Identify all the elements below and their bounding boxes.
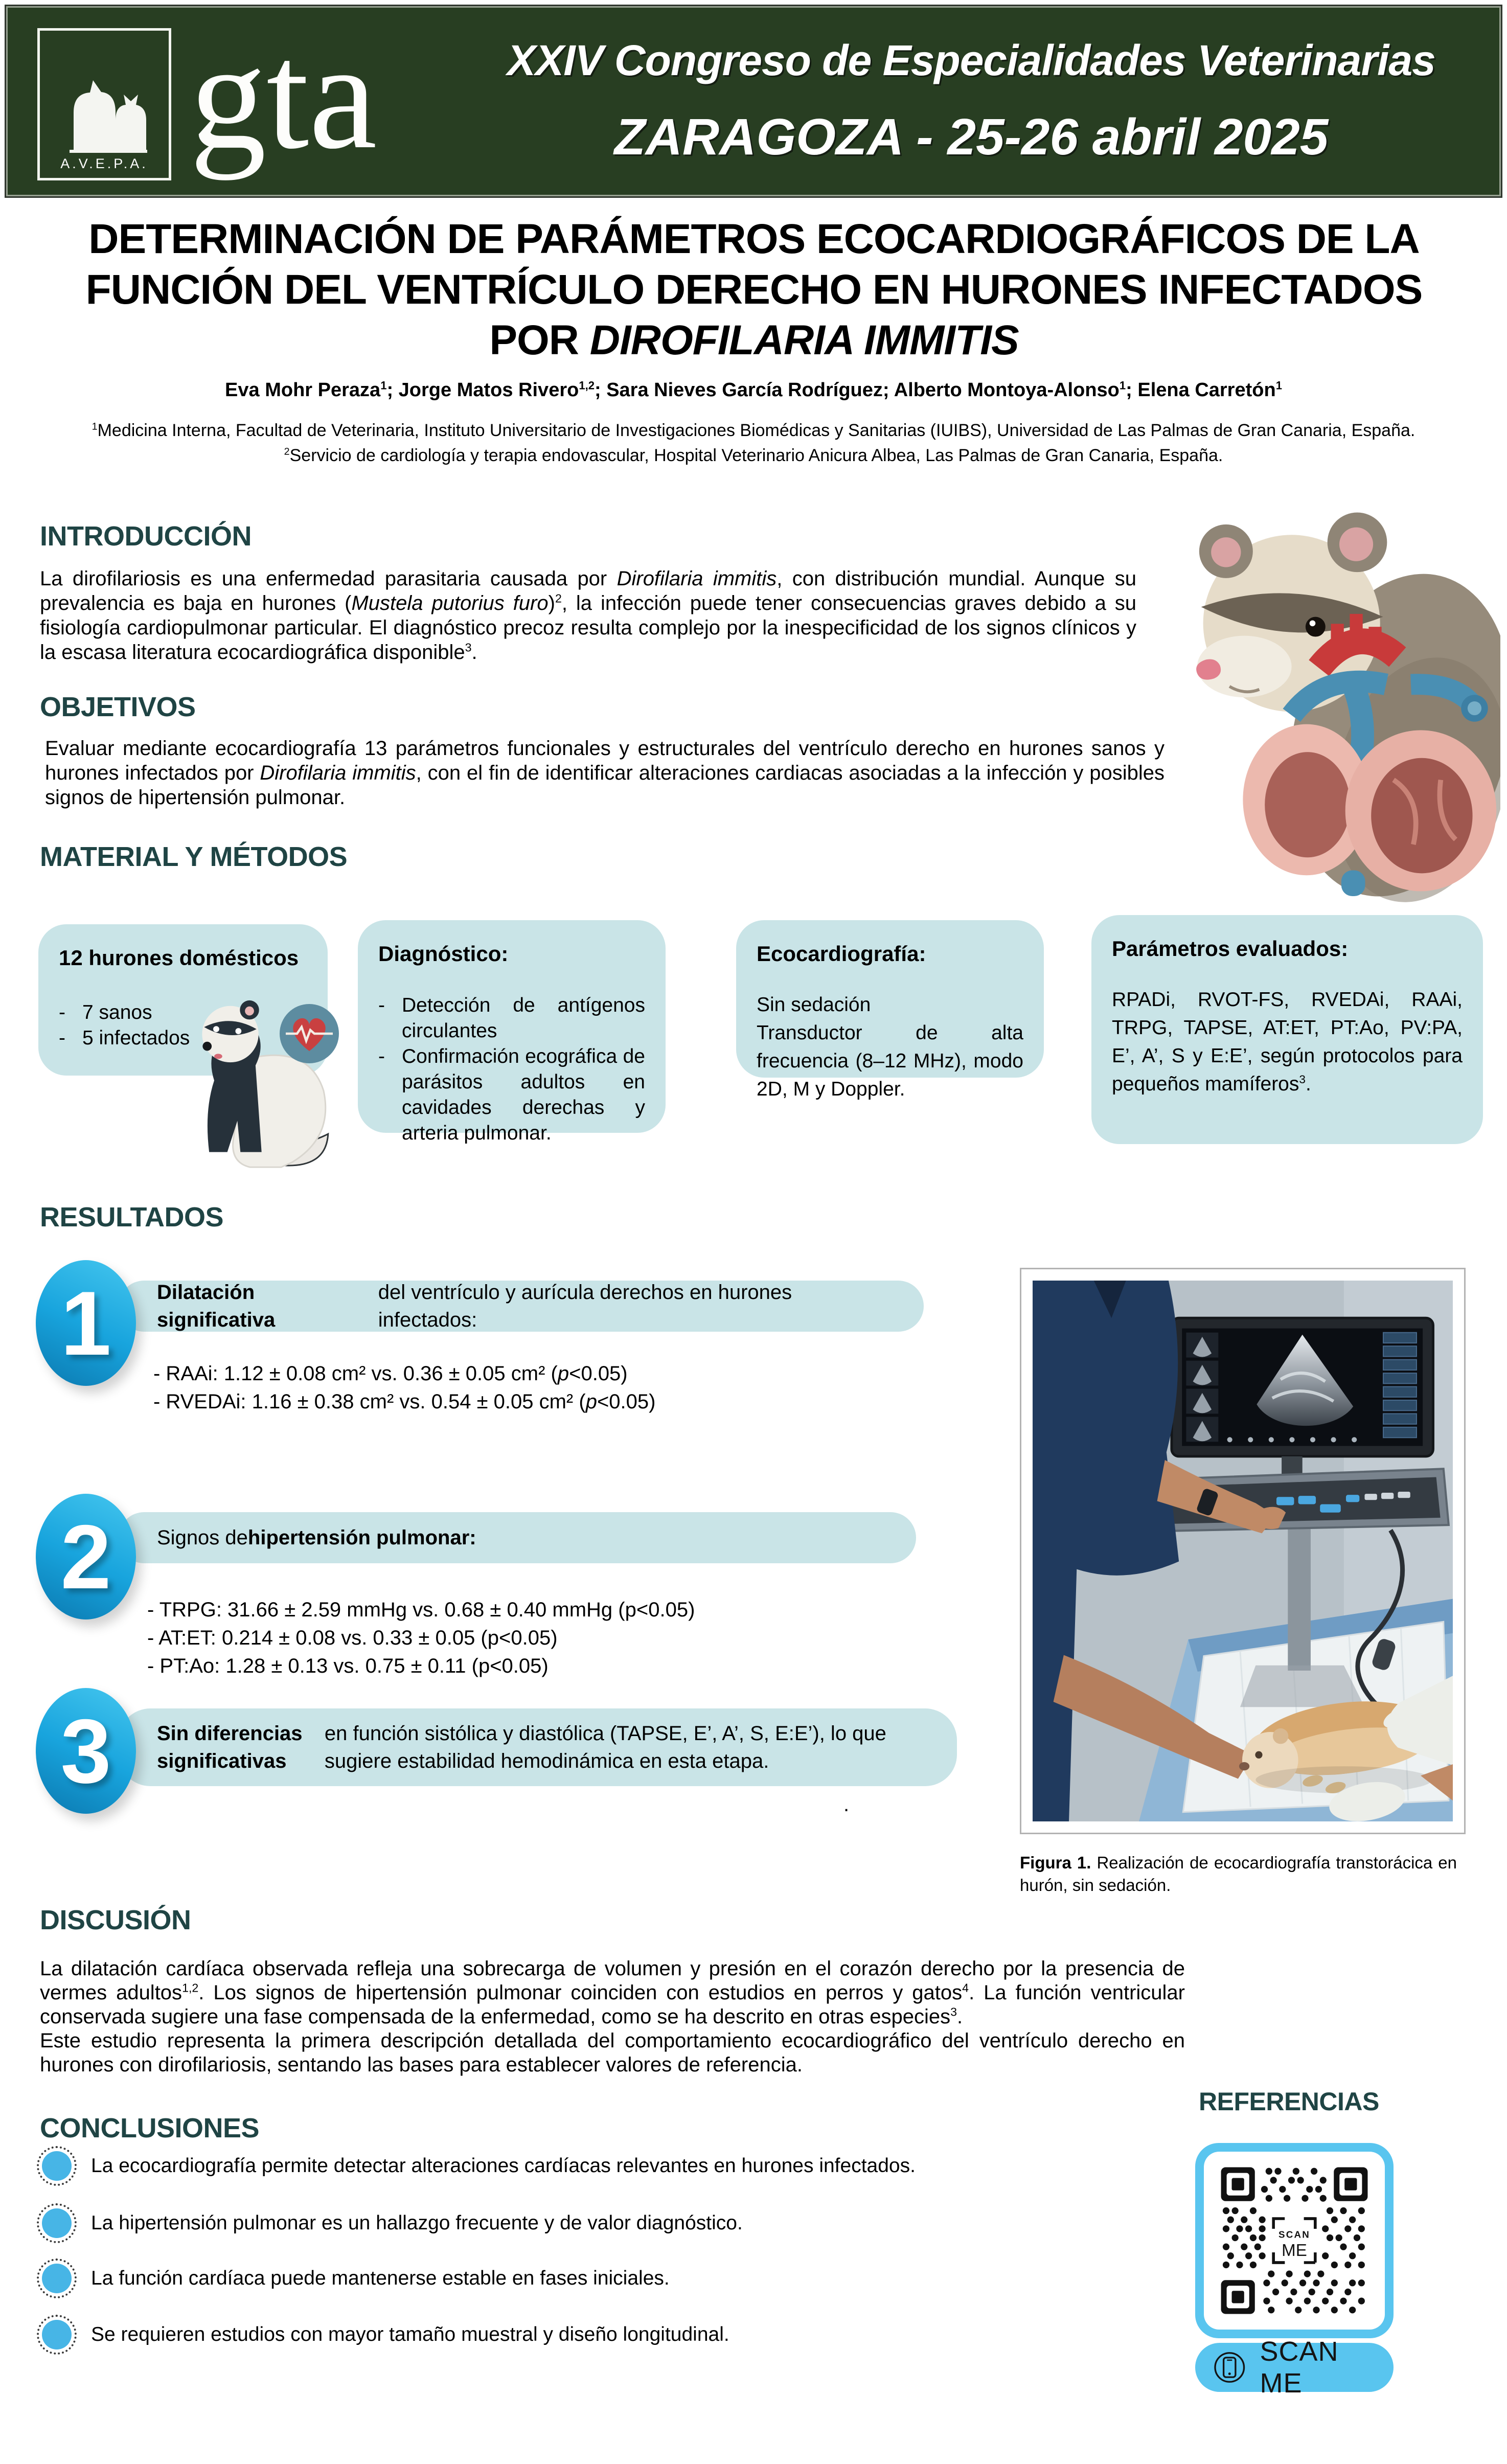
qr-code [1204, 2152, 1385, 2330]
figure-photo [1033, 1281, 1453, 1821]
material-box-parametros [1091, 915, 1483, 1144]
box-paragraph: RPADi, RVOT-FS, RVEDAi, RAAi, TRPG, TAPSE, AT:ET, PT:Ao, PV:PA, E’, A’, S y E:E’, según protocolos para pequeños mamíferos$^3$. [1112, 989, 1463, 1095]
congress-title [458, 22, 1485, 175]
congress-line2: ZARAGOZA - 25-26 abril 2025 [614, 108, 1329, 166]
bullet-dot-icon [42, 2320, 72, 2349]
conclusion-item: Se requieren estudios con mayor tamaño muestral y diseño longitudinal. [42, 2320, 1115, 2349]
section-heading-introduccion: INTRODUCCIÓN [40, 521, 252, 552]
stray-period: . [843, 1793, 850, 1816]
value-line: - RVEDAi: 1.16 ± 0.38 cm² vs. 0.54 ± 0.05 cm² (p<0.05) [153, 1390, 656, 1413]
figure-caption: Figura 1. Realización de ecocardiografía transtorácica en hurón, sin sedación. [1020, 1853, 1457, 1895]
avepa-animals-icon [58, 69, 150, 156]
box-line: Sin sedación [757, 994, 871, 1016]
result-bar-3: Sin diferencias significativas en función sistólica y diastólica (TAPSE, E’, A’, S, E:E’), lo que sugiere estabilidad hemodinámica en esta etapa. [119, 1708, 957, 1786]
section-heading-conclusiones: CONCLUSIONES [40, 2113, 260, 2143]
bullet-dot-icon [42, 2208, 72, 2238]
gta-logo: gta [190, 11, 377, 180]
scan-me-button [1195, 2336, 1394, 2399]
value-line: - AT:ET: 0.214 ± 0.08 vs. 0.33 ± 0.05 (p<0.05) [147, 1627, 558, 1649]
section-heading-referencias: REFERENCIAS [1199, 2087, 1379, 2116]
result-values-1 [153, 1360, 655, 1416]
conclusion-item: La hipertensión pulmonar es un hallazgo frecuente y de valor diagnóstico. [42, 2208, 1115, 2238]
result-bar-2: Signos de hipertensión pulmonar: [119, 1512, 916, 1563]
intro-paragraph: La dirofilariosis es una enfermedad parasitaria causada por Dirofilaria immitis, con distribución mundial. Aunque su prevalencia es baja en hurones (Mustela putorius furo)$^2$, la infección puede tener consecuencias graves debido a su fisiología cardiopulmonar particular. El diagnóstico precoz resulta complejo por la inespecificidad de los signos clínicos y la escasa literatura ecocardiográfica disponible$^3$. [40, 567, 1136, 664]
box-line: Transductor de alta frecuencia (8–12 MHz), modo 2D, M y Doppler. [757, 1022, 1023, 1100]
phone-icon [1213, 2348, 1247, 2386]
figure-photo-frame [1020, 1268, 1466, 1834]
section-heading-discusion: DISCUSIÓN [40, 1905, 191, 1935]
ferret-heart-illustration [1143, 496, 1500, 905]
congress-line1: XXIV Congreso de Especialidades Veterinarias [507, 36, 1435, 84]
objetivos-paragraph: Evaluar mediante ecocardiografía 13 parámetros funcionales y estructurales del ventrículo derecho en hurones sanos y hurones infectados por Dirofilaria immitis, con el fin de identificar alteraciones cardiacas asociadas a la infección y posibles signos de hipertensión pulmonar. [45, 737, 1165, 809]
value-line: - PT:Ao: 1.28 ± 0.13 vs. 0.75 ± 0.11 (p<0.05) [147, 1655, 549, 1677]
svg-text:ME: ME [1282, 2241, 1307, 2260]
affiliations [0, 418, 1507, 468]
section-heading-objetivos: OBJETIVOS [40, 692, 196, 722]
author: Alberto Montoya-Alonso$^1$; [894, 379, 1138, 401]
qr-code-panel [1195, 2143, 1394, 2338]
heart-ecg-icon [279, 1003, 340, 1064]
author: Sara Nieves García Rodríguez; [606, 379, 894, 401]
material-box-diagnostico [358, 920, 666, 1144]
author: Elena Carretón$^1$ [1137, 379, 1282, 401]
box-title: Ecocardiografía: [757, 942, 926, 966]
section-heading-resultados: RESULTADOS [40, 1202, 223, 1233]
svg-text:SCAN: SCAN [1278, 2229, 1310, 2240]
box-title: Parámetros evaluados: [1112, 937, 1349, 961]
poster-title: DETERMINACIÓN DE PARÁMETROS ECOCARDIOGRÁFICOS DE LA FUNCIÓN DEL VENTRÍCULO DERECHO EN HURONES INFECTADOS POR DIROFILARIA IMMITIS [85, 216, 1423, 363]
bullet-dot-icon [42, 2151, 72, 2181]
conclusion-item: La función cardíaca puede mantenerse estable en fases iniciales. [42, 2264, 1115, 2293]
result-number-1: 1 [36, 1260, 136, 1386]
avepa-logo [37, 28, 171, 180]
conclusion-item: La ecocardiografía permite detectar alteraciones cardíacas relevantes en hurones infectados. [42, 2151, 1115, 2181]
list-item: - Detección de antígenos circulantes [378, 994, 645, 1042]
list-item: - 7 sanos [59, 1001, 152, 1023]
result-number-3: 3 [36, 1688, 136, 1814]
bullet-dot-icon [42, 2264, 72, 2293]
affiliation-2: $^2$Servicio de cardiología y terapia endovascular, Hospital Veterinario Anicura Albea, Las Palmas de Gran Canaria, España. [284, 446, 1223, 465]
section-heading-material: MATERIAL Y MÉTODOS [40, 841, 348, 872]
box-title: 12 hurones domésticos [59, 946, 299, 970]
author: Eva Mohr Peraza$^1$; [225, 379, 399, 401]
scan-me-label: SCAN ME [1260, 2336, 1339, 2399]
material-box-ecocardiografia [736, 920, 1044, 1100]
congress-header [6, 6, 1501, 196]
box-title: Diagnóstico: [378, 942, 509, 966]
list-item: - 5 infectados [59, 1027, 190, 1049]
author: Jorge Matos Rivero$^{1,2}$; [398, 379, 607, 401]
result-bar-1: Dilatación significativa del ventrículo y aurícula derechos en hurones infectados: [119, 1281, 924, 1332]
discusion-paragraph: La dilatación cardíaca observada refleja una sobrecarga de volumen y presión en el corazón derecho por la presencia de vermes adultos$^{1,2}$. Los signos de hipertensión pulmonar coinciden con estudios en perros y gatos$^4$. La función ventricular conservada sugiere una fase compensada de la enfermedad, como se ha descrito en otras especies$^3$. Este estudio representa la primera descripción detallada del comportamiento ecocardiográfico del ventrículo derecho en hurones con dirofilariosis, sentando las bases para establecer valores de referencia. [40, 1957, 1185, 2076]
list-item: - Confirmación ecográfica de parásitos adultos en cavidades derechas y arteria pulmonar. [378, 1045, 645, 1144]
qr-code-icon [1213, 2159, 1376, 2322]
result-values-2 [147, 1596, 695, 1680]
affiliation-1: $^1$Medicina Interna, Facultad de Veterinaria, Instituto Universitario de Investigaciones Biomédicas y Sanitarias (IUIBS), Universidad de Las Palmas de Gran Canaria, España. [92, 421, 1415, 440]
result-number-2: 2 [36, 1494, 136, 1619]
avepa-label: A.V.E.P.A. [60, 156, 148, 171]
value-line: - RAAi: 1.12 ± 0.08 cm² vs. 0.36 ± 0.05 cm² (p<0.05) [153, 1362, 628, 1385]
authors-line [0, 379, 1507, 401]
value-line: - TRPG: 31.66 ± 2.59 mmHg vs. 0.68 ± 0.40 mmHg (p<0.05) [147, 1599, 695, 1621]
